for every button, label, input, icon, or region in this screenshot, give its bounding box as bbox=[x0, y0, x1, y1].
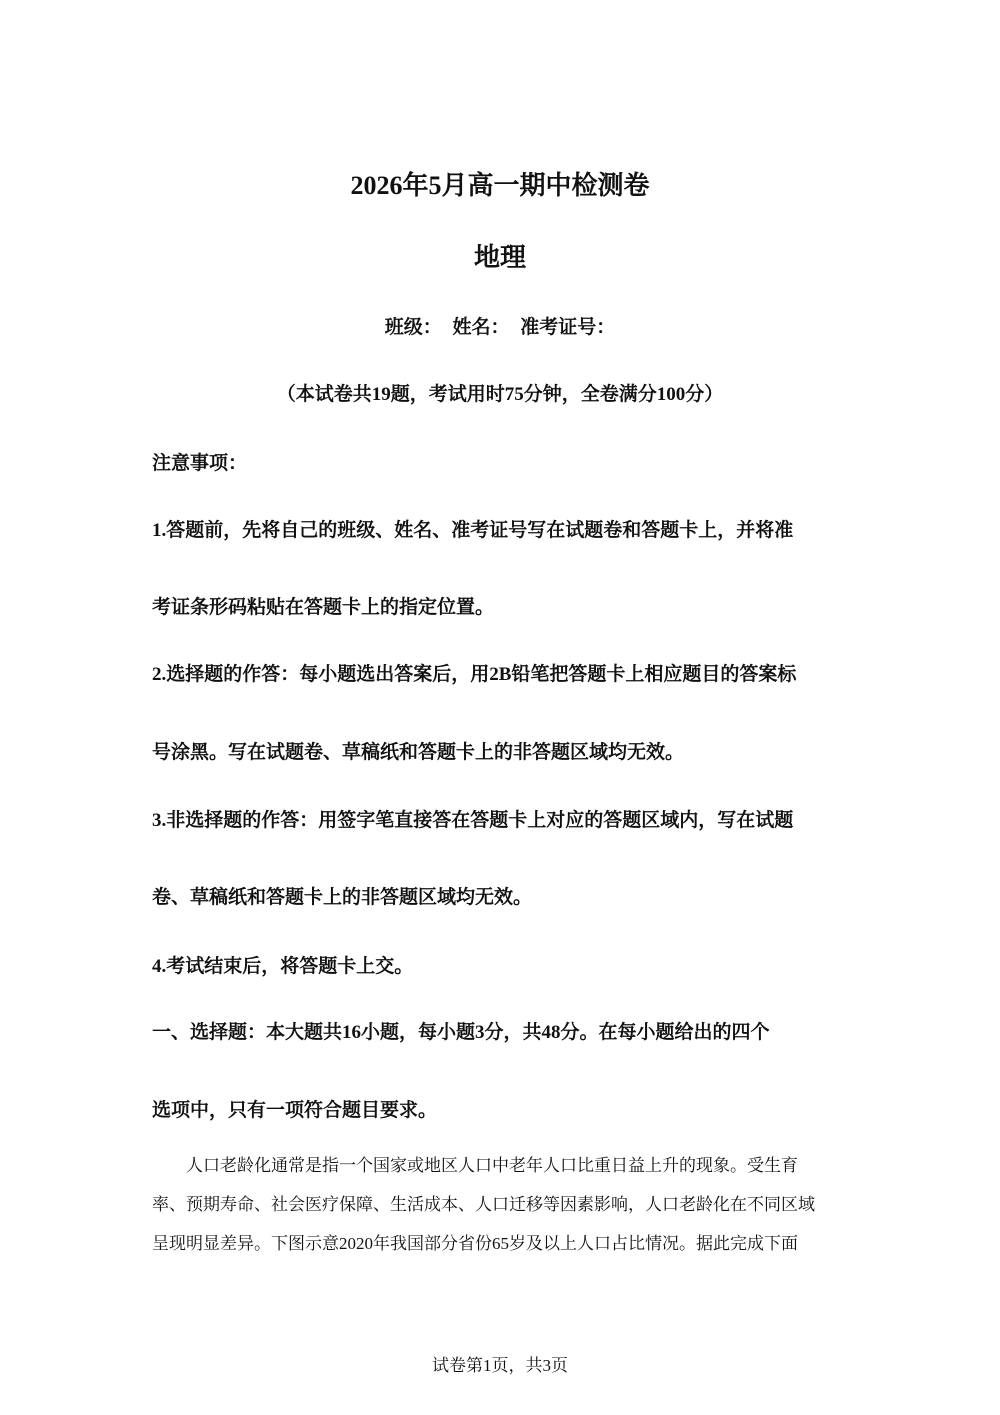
exam-info: （本试卷共19题，考试用时75分钟，全卷满分100分） bbox=[276, 384, 724, 405]
exam-title: 2026年5月高一期中检测卷 bbox=[350, 171, 650, 200]
passage-line-text: 人口老龄化通常是指一个国家或地区人口中老年人口比重日益上升的现象。受生育 bbox=[186, 1156, 798, 1175]
passage-line: 呈现明显差异。下图示意2020年我国部分省份65岁及以上人口占比情况。据此完成下面 bbox=[152, 1234, 798, 1253]
passage-line bbox=[152, 1153, 798, 1179]
student-info-fields bbox=[0, 313, 1000, 343]
note-line: 2.选择题的作答：每小题选出答案后，用2B铅笔把答题卡上相应题目的答案标 bbox=[152, 664, 797, 685]
section-heading-line: 选项中，只有一项符合题目要求。 bbox=[152, 1100, 438, 1121]
page-footer: 试卷第1页，共3页 bbox=[432, 1356, 568, 1375]
passage-line: 率、预期寿命、社会医疗保障、生活成本、人口迁移等因素影响，人口老龄化在不同区域 bbox=[152, 1195, 815, 1214]
note-line: 1.答题前，先将自己的班级、姓名、准考证号写在试题卷和答题卡上，并将准 bbox=[152, 520, 794, 541]
name-field-label: 姓名： bbox=[452, 317, 510, 338]
note-line: 号涂黑。写在试题卷、草稿纸和答题卡上的非答题区域均无效。 bbox=[152, 742, 685, 763]
note-line: 卷、草稿纸和答题卡上的非答题区域均无效。 bbox=[152, 887, 533, 908]
note-line: 4.考试结束后，将答题卡上交。 bbox=[152, 956, 414, 977]
exam-number-field-label: 准考证号： bbox=[520, 317, 616, 338]
note-line: 3.非选择题的作答：用签字笔直接答在答题卡上对应的答题区域内，写在试题 bbox=[152, 810, 794, 831]
note-line: 考证条形码粘贴在答题卡上的指定位置。 bbox=[152, 597, 495, 618]
class-field-label: 班级： bbox=[384, 317, 442, 338]
notes-heading: 注意事项： bbox=[152, 453, 248, 474]
subject-title: 地理 bbox=[473, 243, 526, 272]
section-heading-line: 一、选择题：本大题共16小题，每小题3分，共48分。在每小题给出的四个 bbox=[152, 1022, 770, 1043]
